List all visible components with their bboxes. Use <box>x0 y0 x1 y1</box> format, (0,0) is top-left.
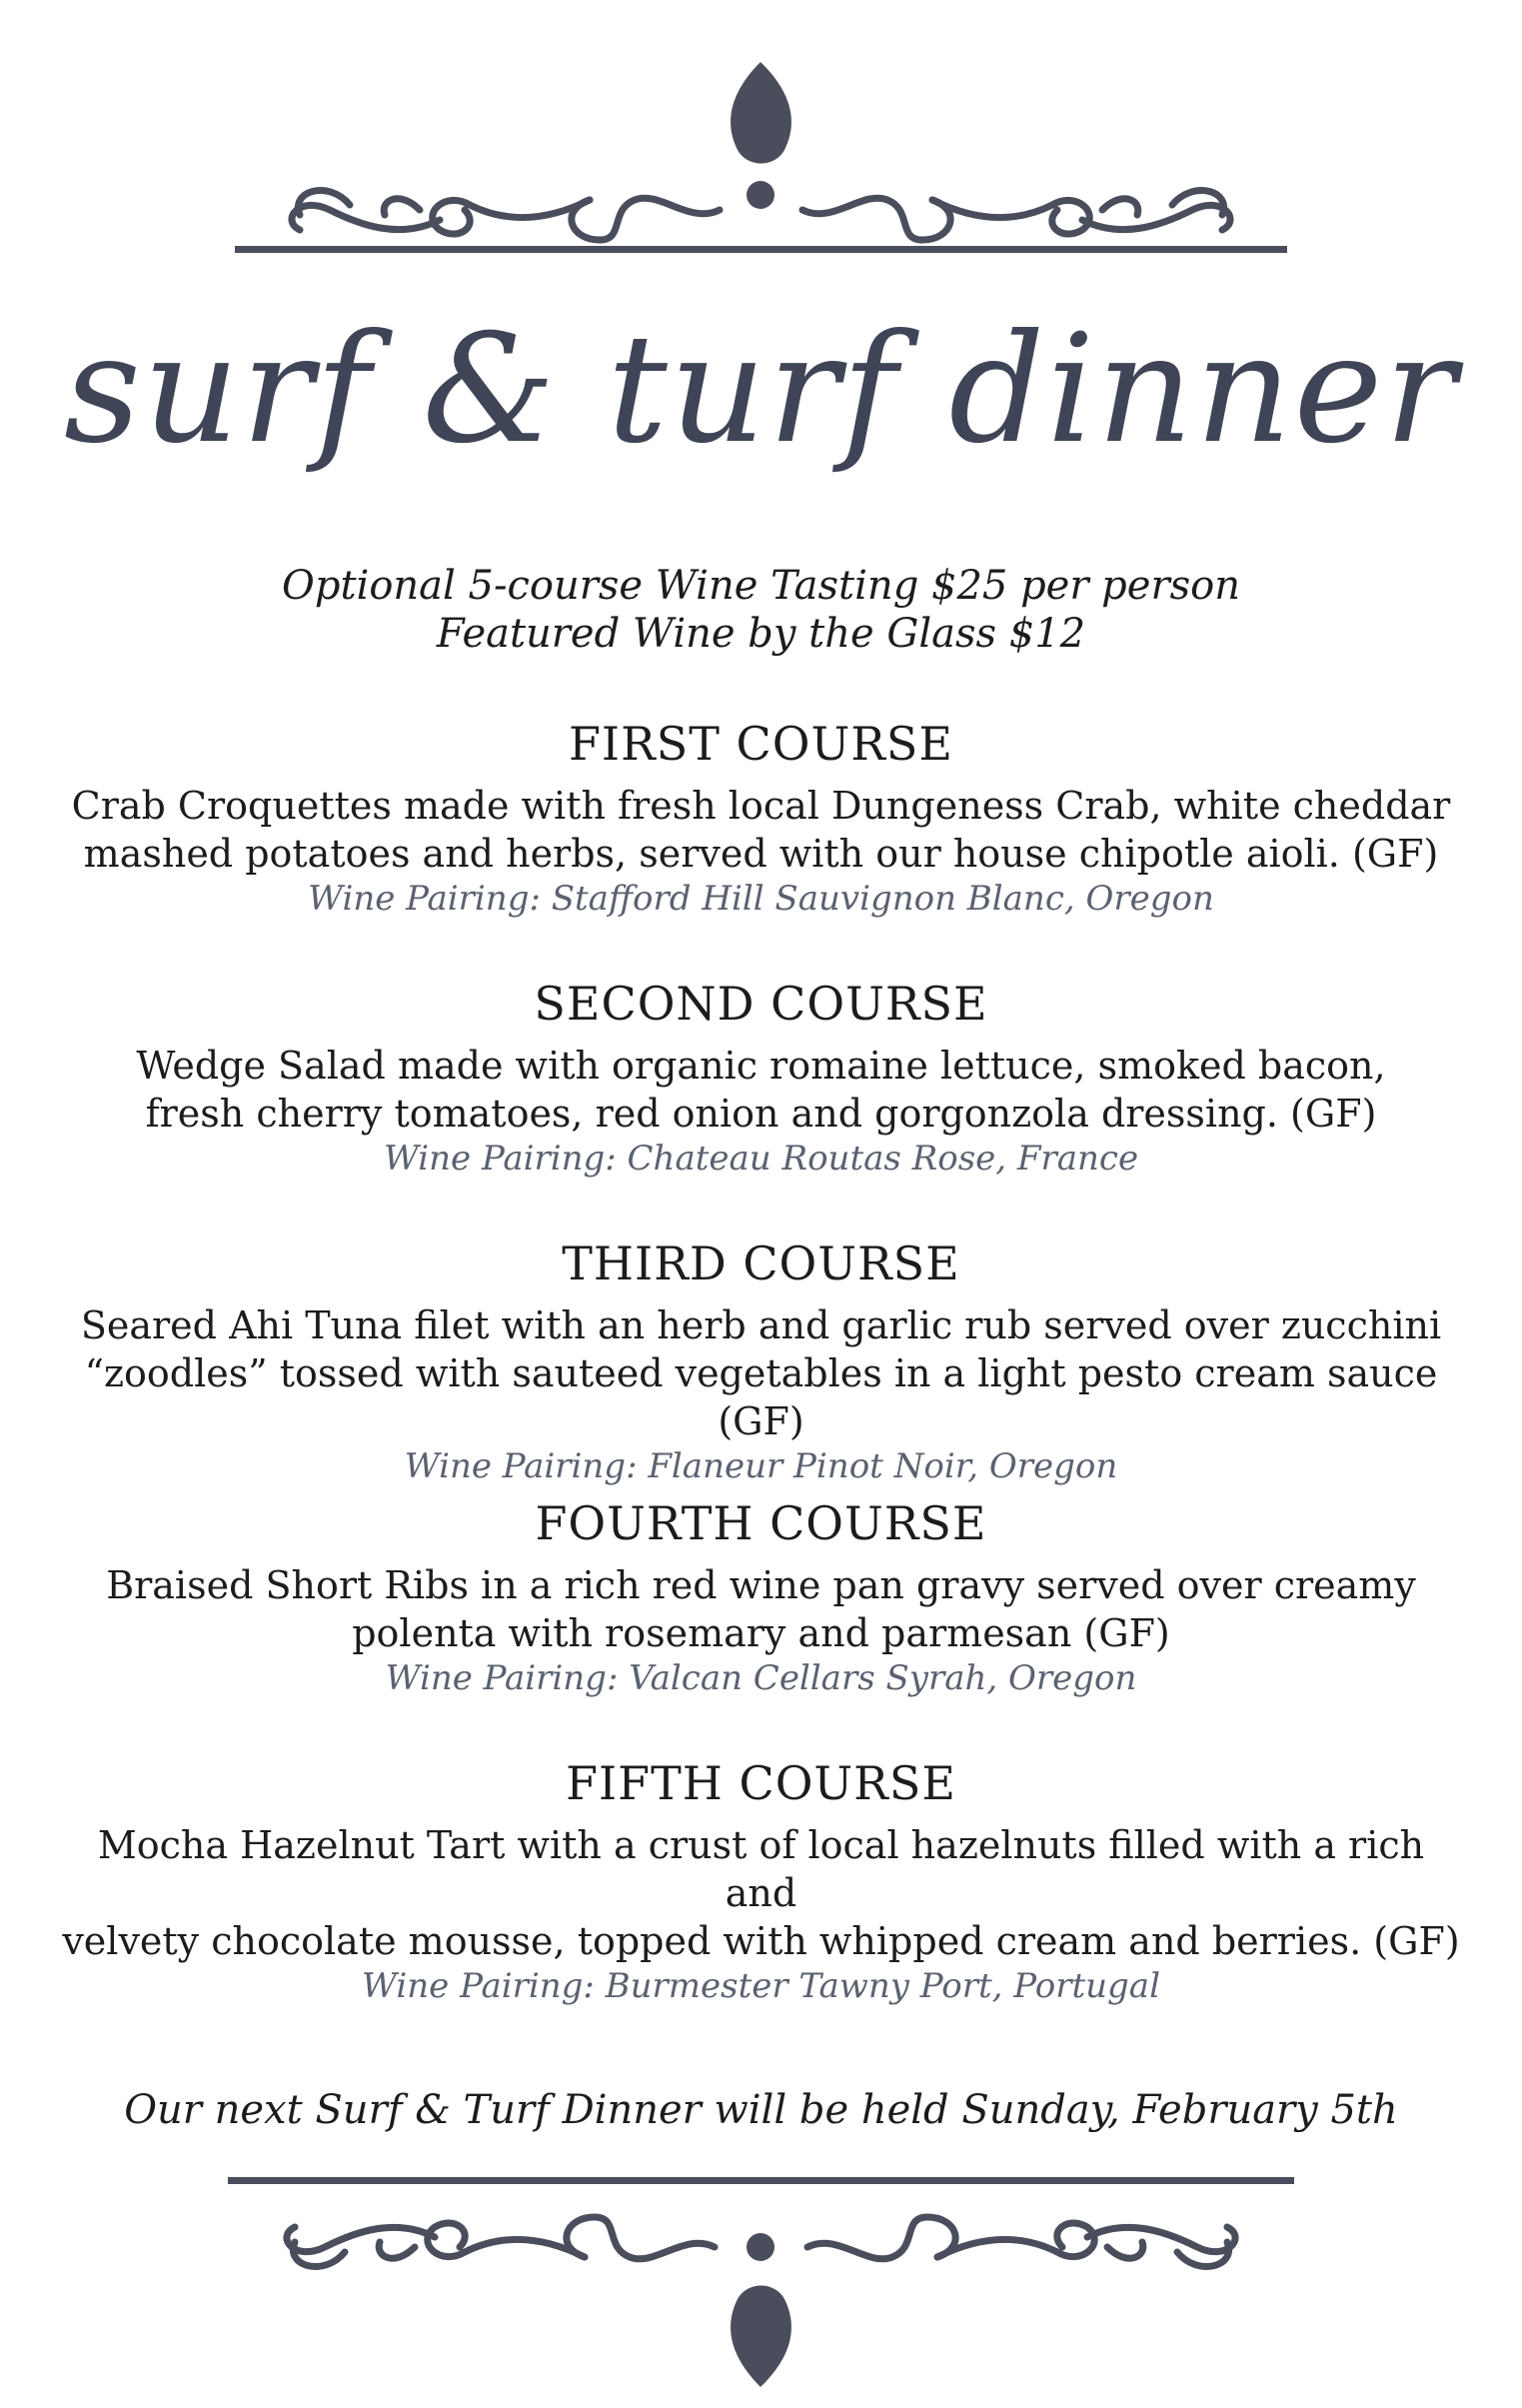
course-description-line: Wedge Salad made with organic romaine lettuce, smoked bacon, <box>136 1044 1386 1088</box>
course-description-line: Braised Short Ribs in a rich red wine pan gravy served over creamy <box>106 1563 1416 1607</box>
wine-pairing: Wine Pairing: Chateau Routas Rose, France <box>383 1139 1139 1179</box>
wine-glass-line: Featured Wine by the Glass $12 <box>436 611 1086 657</box>
course-description-line: “zoodles” tossed with sauteed vegetables in a light pesto cream sauce (GF) <box>84 1351 1438 1443</box>
wine-tasting-info <box>0 562 1522 658</box>
course-description <box>60 1042 1462 1138</box>
top-ornament-icon <box>0 50 1522 260</box>
course-description-line: Seared Ahi Tuna filet with an herb and garlic rub served over zucchini <box>80 1303 1442 1347</box>
course-fourth <box>60 1495 1462 1699</box>
course-heading: FIFTH COURSE <box>566 1756 956 1810</box>
next-dinner-note: Our next Surf & Turf Dinner will be held Sunday, February 5th <box>124 2087 1398 2133</box>
bottom-ornament-icon <box>0 2177 1522 2397</box>
wine-pairing: Wine Pairing: Flaneur Pinot Noir, Oregon <box>404 1446 1118 1486</box>
course-heading: FOURTH COURSE <box>535 1496 987 1550</box>
course-description-line: mashed potatoes and herbs, served with our house chipotle aioli. (GF) <box>83 832 1439 876</box>
course-description <box>60 1561 1462 1657</box>
course-description <box>60 782 1462 878</box>
course-heading: FIRST COURSE <box>569 717 953 771</box>
course-description-line: velvety chocolate mousse, topped with whipped cream and berries. (GF) <box>62 1919 1460 1963</box>
wine-tasting-line: Optional 5-course Wine Tasting $25 per person <box>282 563 1240 609</box>
course-heading: THIRD COURSE <box>562 1236 960 1290</box>
course-description <box>60 1301 1462 1445</box>
page-title: surf & turf dinner <box>63 303 1459 477</box>
wine-pairing: Wine Pairing: Valcan Cellars Syrah, Oregon <box>385 1658 1137 1698</box>
course-second <box>60 976 1462 1180</box>
course-fifth <box>60 1755 1462 2007</box>
course-third <box>60 1235 1462 1487</box>
wine-pairing: Wine Pairing: Stafford Hill Sauvignon Blanc, Oregon <box>308 879 1214 919</box>
course-heading: SECOND COURSE <box>534 977 988 1031</box>
wine-pairing: Wine Pairing: Burmester Tawny Port, Portugal <box>362 1966 1160 2006</box>
course-description-line: Crab Croquettes made with fresh local Dungeness Crab, white cheddar <box>71 784 1451 828</box>
course-description <box>60 1821 1462 1965</box>
course-first <box>60 716 1462 920</box>
course-description-line: Mocha Hazelnut Tart with a crust of local hazelnuts filled with a rich and <box>97 1823 1425 1915</box>
course-description-line: polenta with rosemary and parmesan (GF) <box>352 1611 1170 1655</box>
course-description-line: fresh cherry tomatoes, red onion and gorgonzola dressing. (GF) <box>145 1092 1377 1136</box>
